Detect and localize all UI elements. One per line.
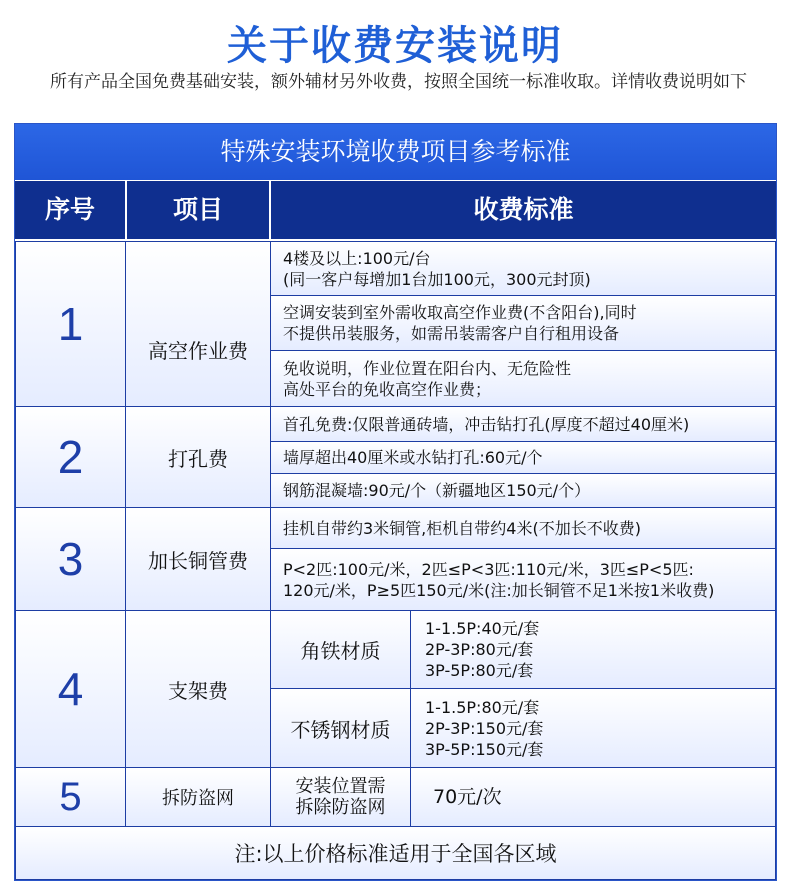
row2-item: 打孔费 bbox=[125, 406, 271, 508]
row1-std1-line1: 4楼及以上:100元/台 bbox=[283, 248, 431, 268]
row3-std2 bbox=[270, 548, 776, 611]
header-no: 序号 bbox=[15, 181, 125, 239]
row4-mat1-line1: 1-1.5P:40元/套 bbox=[425, 619, 540, 638]
row2-no: 2 bbox=[15, 406, 126, 508]
row1-std3-line2: 高处平台的免收高空作业费； bbox=[283, 379, 492, 399]
row4-material-angle-iron: 角铁材质 bbox=[270, 610, 411, 689]
row3-item: 加长铜管费 bbox=[125, 507, 271, 611]
row5-no: 5 bbox=[15, 767, 126, 827]
page-title: 关于收费安装说明 bbox=[227, 23, 563, 69]
header-item: 项目 bbox=[127, 181, 269, 239]
row4-mat2-line1: 1-1.5P:80元/套 bbox=[425, 697, 540, 717]
row1-std2-line2: 不提供吊装服务，如需吊装需客户自行租用设备 bbox=[283, 324, 620, 343]
row5-condition-line1: 安装位置需 bbox=[295, 776, 386, 797]
row4-stainless-prices bbox=[410, 688, 776, 768]
row3-std2-line1: P<2匹:100元/米，2匹≤P<3匹:110元/米，3匹≤P<5匹: bbox=[283, 559, 694, 579]
row2-std1: 首孔免费:仅限普通砖墙，冲击钻打孔(厚度不超过40厘米) bbox=[270, 406, 776, 442]
intro-text: 所有产品全国免费基础安装，额外辅材另外收费，按照全国统一标准收取。详情收费说明如下 bbox=[50, 72, 747, 92]
row3-std1: 挂机自带约3米铜管,柜机自带约4米(不加长不收费) bbox=[270, 507, 776, 549]
header-standard: 收费标准 bbox=[271, 181, 776, 239]
row4-mat1-line2: 2P-3P:80元/套 bbox=[425, 640, 534, 659]
row4-mat2-line3: 3P-5P:150元/套 bbox=[425, 739, 544, 759]
table-banner: 特殊安装环境收费项目参考标准 bbox=[15, 124, 776, 180]
row4-no: 4 bbox=[15, 610, 126, 768]
row4-angle-iron-prices bbox=[410, 610, 776, 689]
row3-no: 3 bbox=[15, 507, 126, 611]
row1-item: 高空作业费 bbox=[125, 241, 271, 407]
row1-std1 bbox=[270, 241, 776, 296]
table-footer-note: 注:以上价格标准适用于全国各区域 bbox=[15, 826, 776, 880]
row5-condition-line2: 拆除防盗网 bbox=[295, 797, 386, 818]
row3-std2-line2: 120元/米，P≥5匹150元/米(注:加长铜管不足1米按1米收费) bbox=[283, 580, 715, 600]
row4-mat2-line2: 2P-3P:150元/套 bbox=[425, 718, 544, 738]
row1-std1-line2: (同一客户每增加1台加100元，300元封顶) bbox=[283, 269, 591, 289]
row2-std3: 钢筋混凝墙:90元/个（新疆地区150元/个） bbox=[270, 473, 776, 508]
row4-material-stainless: 不锈钢材质 bbox=[270, 688, 411, 768]
row1-std2 bbox=[270, 295, 776, 351]
row1-std3-line1: 免收说明，作业位置在阳台内、无危险性 bbox=[283, 358, 572, 378]
row1-no: 1 bbox=[15, 241, 126, 407]
row1-std2-line1: 空调安装到室外需收取高空作业费(不含阳台),同时 bbox=[283, 303, 637, 322]
row5-item: 拆防盗网 bbox=[125, 767, 271, 827]
fee-table bbox=[14, 123, 777, 881]
row5-condition bbox=[270, 767, 411, 827]
row2-std2: 墙厚超出40厘米或水钻打孔:60元/个 bbox=[270, 441, 776, 474]
row1-std3 bbox=[270, 350, 776, 407]
row4-item: 支架费 bbox=[125, 610, 271, 768]
row4-mat1-line3: 3P-5P:80元/套 bbox=[425, 661, 534, 680]
row5-price: 70元/次 bbox=[410, 767, 776, 827]
